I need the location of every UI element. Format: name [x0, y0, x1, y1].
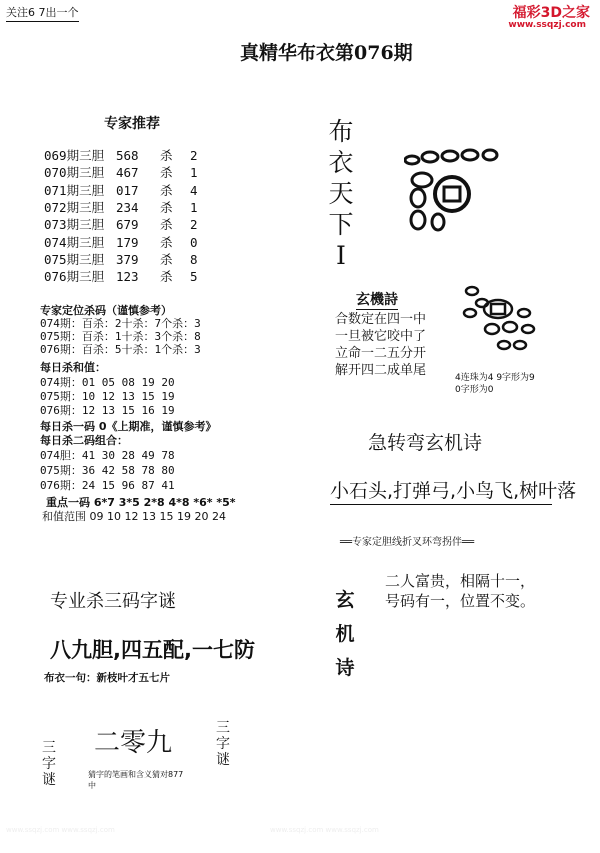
expert-row-numbers: 234	[116, 199, 139, 215]
expert-row-period: 071期三胆	[44, 182, 105, 198]
sum-kill-row: 075期：10 12 13 15 19	[40, 390, 175, 403]
xuanji-poem-title: 玄機詩	[356, 289, 398, 310]
expert-row	[44, 267, 198, 285]
coins-pattern-icon	[404, 146, 500, 238]
position-kill-row: 076期：百杀：5十杀：1个杀：3	[40, 343, 201, 356]
xuanji-poem-vertical: 玄机诗	[335, 589, 355, 679]
xuanji-poem-text	[385, 571, 535, 611]
expert-row-kill-label: 杀	[160, 148, 173, 163]
expert-row	[44, 233, 198, 251]
sum-kill-row: 074期：01 05 08 19 20	[40, 376, 175, 389]
expert-row-numbers: 179	[116, 234, 139, 250]
expert-row-kill-digit: 1	[190, 165, 198, 181]
focus-code: 重点一码 6*7 3*5 2*8 4*8 *6* *5*	[46, 496, 236, 509]
expert-row-kill-label: 杀	[160, 199, 173, 215]
xuanji-poem-line: 号码有一，位置不变。	[385, 592, 536, 610]
xuanji-poem-line: 解开四二成单尾	[335, 363, 427, 378]
buyi-tianxia-vertical: 布衣天下I	[328, 117, 354, 270]
expert-row	[44, 146, 198, 164]
xuanji-poem-line: 合数定在四一中	[335, 312, 427, 327]
expert-row	[44, 250, 198, 268]
kill-two-row: 074胆：41 30 28 49 78	[40, 449, 175, 462]
site-logo-name: 福彩3D之家	[512, 5, 590, 21]
watermark: www.ssqzj.com www.ssqzj.com	[6, 826, 115, 834]
xuanji-poem-line: 二人富贵，相隔十一，	[385, 572, 536, 590]
expert-row-kill-label: 杀	[160, 182, 173, 198]
expert-row-period: 072期三胆	[44, 199, 105, 215]
brain-teaser-poem-line: 小石头,打弹弓,小鸟飞,树叶落	[330, 480, 577, 502]
kill-three-riddle-title: 专业杀三码字谜	[50, 591, 176, 612]
xuanji-poem-line: 一旦被它咬中了	[335, 329, 427, 344]
expert-row-numbers: 017	[116, 182, 139, 198]
xuanji-poem-line: 立命一二五分开	[335, 346, 427, 361]
kill-two-row: 075期：36 42 58 78 80	[40, 464, 175, 477]
kill-two-title: 每日杀二码组合：	[40, 434, 128, 447]
kill-three-riddle-text: 八九胆,四五配,一七防	[50, 638, 255, 662]
sum-kill-row: 076期：12 13 15 16 19	[40, 404, 175, 417]
coins-pattern-small-icon	[462, 283, 542, 361]
position-kill-row: 074期：百杀：2十杀：7个杀：3	[40, 317, 201, 330]
expert-row-numbers: 379	[116, 251, 139, 267]
expert-row-kill-label: 杀	[160, 269, 173, 285]
expert-row	[44, 181, 198, 199]
expert-row-period: 073期三胆	[44, 217, 105, 233]
expert-row-period: 074期三胆	[44, 234, 105, 250]
position-kill-row: 075期：百杀：1十杀：3个杀：8	[40, 330, 201, 343]
riddle-main: 二零九	[94, 728, 173, 758]
site-logo-url: www.ssqzj.com	[508, 20, 586, 30]
expert-row-kill-digit: 5	[190, 269, 198, 285]
brain-teaser-poem-title: 急转弯玄机诗	[368, 432, 483, 454]
kill-one-code: 每日杀一码 0《上期准，谨慎参考》	[40, 420, 217, 433]
expert-row	[44, 198, 198, 216]
expert-row-kill-label: 杀	[160, 217, 173, 233]
pattern-note: 0字形为0	[455, 385, 494, 395]
pattern-note: 4连珠为4 9字形为9	[455, 373, 535, 383]
expert-row-kill-label: 杀	[160, 234, 173, 250]
expert-heading: 专家推荐	[104, 116, 160, 132]
expert-row-kill-digit: 2	[190, 148, 198, 163]
expert-row	[44, 163, 198, 181]
expert-row-kill-digit: 4	[190, 182, 198, 198]
expert-row-kill-digit: 2	[190, 217, 198, 233]
top-note: 关注6 7出一个	[6, 4, 79, 22]
expert-row-numbers: 123	[116, 269, 139, 285]
buyi-sentence: 布衣一句：新枝叶才五七片	[44, 672, 170, 684]
expert-row-numbers: 467	[116, 165, 139, 181]
divider	[330, 504, 552, 505]
riddle-label-left: 三字谜	[42, 740, 56, 788]
expert-row-period: 069期三胆	[44, 148, 105, 163]
expert-row	[44, 215, 198, 233]
page-title: 真精华布衣第076期	[240, 42, 413, 64]
expert-dan-line-text: 专家定胆线折叉环弯拐伴	[352, 537, 463, 548]
expert-row-numbers: 568	[116, 148, 139, 163]
expert-row-kill-label: 杀	[160, 165, 173, 181]
riddle-label-right: 三字谜	[216, 720, 230, 768]
expert-row-kill-digit: 0	[190, 234, 198, 250]
position-kill-title: 专家定位杀码（谨慎参考）	[40, 304, 172, 317]
watermark: www.ssqzj.com www.ssqzj.com	[270, 826, 379, 834]
expert-row-kill-digit: 8	[190, 251, 198, 267]
expert-dan-line: ══专家定胆线折叉环弯拐伴══	[340, 537, 475, 548]
expert-row-period: 075期三胆	[44, 251, 105, 267]
expert-row-period: 076期三胆	[44, 269, 105, 285]
expert-row-period: 070期三胆	[44, 165, 105, 181]
expert-row-kill-digit: 1	[190, 199, 198, 215]
riddle-hint: 猜字的笔画和含义猜对877中	[88, 770, 184, 790]
sum-kill-title: 每日杀和值：	[40, 361, 106, 374]
expert-row-kill-label: 杀	[160, 251, 173, 267]
expert-row-numbers: 679	[116, 217, 139, 233]
kill-two-row: 076期：24 15 96 87 41	[40, 479, 175, 492]
sum-range: 和值范围 09 10 12 13 15 19 20 24	[42, 510, 226, 523]
